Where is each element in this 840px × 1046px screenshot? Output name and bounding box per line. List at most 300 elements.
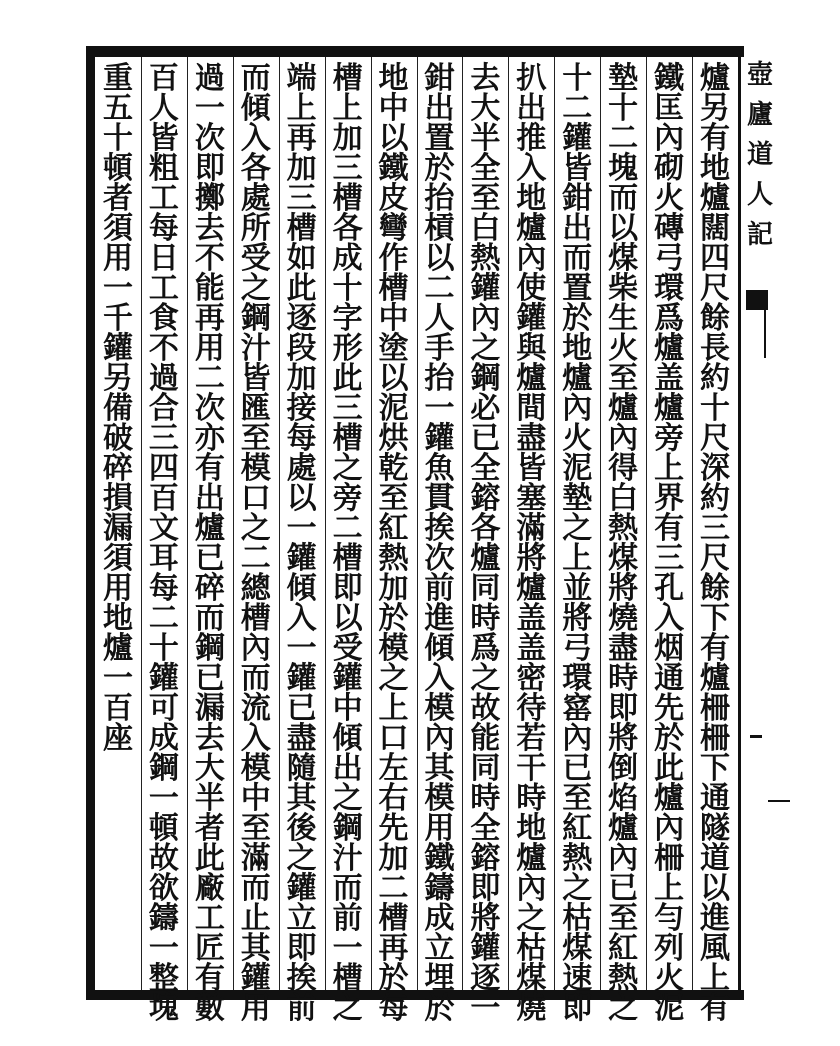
text-char: 鑄 (424, 871, 455, 906)
text-char: 弓 (562, 631, 593, 666)
text-char: 將 (470, 901, 501, 936)
column-rule (646, 57, 647, 990)
text-char: 之 (562, 511, 593, 546)
text-char: 之 (470, 331, 501, 366)
text-char: 全 (470, 811, 501, 846)
text-char: 至 (608, 901, 639, 936)
text-char: 流 (240, 691, 271, 726)
text-char: 加 (286, 361, 317, 396)
text-char: 出 (194, 481, 225, 516)
text-char: 可 (148, 691, 179, 726)
column-rule (417, 57, 418, 990)
text-char: 二 (608, 121, 639, 156)
text-char: 端 (286, 61, 317, 96)
text-char: 鑵 (516, 301, 547, 336)
text-column (190, 61, 230, 1026)
text-char: 上 (562, 541, 593, 576)
text-char: 模 (424, 781, 455, 816)
text-char: 槽 (240, 601, 271, 636)
text-char: 火 (654, 181, 685, 216)
text-char: 皆 (240, 361, 271, 396)
text-char: 皮 (378, 181, 409, 216)
text-char: 而 (608, 181, 639, 216)
text-char: 一 (332, 931, 363, 966)
text-char: 之 (286, 841, 317, 876)
text-char: 柵 (654, 841, 685, 876)
column-rule (371, 57, 372, 990)
text-char: 鑵 (332, 661, 363, 696)
text-char: 時 (608, 661, 639, 696)
text-char: 匡 (654, 91, 685, 126)
text-char: 於 (378, 961, 409, 996)
text-char: 欲 (148, 871, 179, 906)
text-column (649, 61, 689, 1026)
text-char: 枯 (562, 901, 593, 936)
text-char: 墊 (608, 61, 639, 96)
text-char: 十 (148, 631, 179, 666)
text-char: 出 (562, 211, 593, 246)
text-column (282, 61, 322, 1026)
text-char: 二 (424, 271, 455, 306)
text-char: 至 (562, 781, 593, 816)
text-char: 滿 (240, 841, 271, 876)
text-char: 勻 (654, 901, 685, 936)
column-rule (187, 57, 188, 990)
text-char: 上 (700, 961, 731, 996)
text-char: 工 (194, 901, 225, 936)
text-char: 過 (148, 361, 179, 396)
text-char: 入 (286, 601, 317, 636)
text-char: 此 (194, 841, 225, 876)
text-char: 於 (424, 151, 455, 186)
text-char: 燒 (516, 991, 547, 1026)
text-char: 一 (102, 271, 133, 306)
text-char: 五 (102, 91, 133, 126)
text-char: 用 (194, 331, 225, 366)
text-column (374, 61, 414, 1026)
text-char: 鑵 (148, 661, 179, 696)
text-char: 而 (332, 871, 363, 906)
text-char: 上 (654, 451, 685, 486)
text-char: 上 (378, 691, 409, 726)
text-char: 鋼 (470, 361, 501, 396)
text-char: 已 (470, 421, 501, 456)
text-char: 不 (194, 241, 225, 276)
text-char: 接 (286, 391, 317, 426)
text-char: 同 (470, 571, 501, 606)
text-char: 工 (148, 181, 179, 216)
text-char: 槽 (378, 271, 409, 306)
text-char: 粗 (148, 151, 179, 186)
text-char: 泥 (562, 451, 593, 486)
text-char: 塊 (608, 151, 639, 186)
text-char: 干 (516, 751, 547, 786)
text-char: 用 (102, 241, 133, 276)
text-char: 有 (654, 511, 685, 546)
text-char: 於 (654, 721, 685, 756)
text-char: 後 (286, 811, 317, 846)
text-char: 餘 (700, 301, 731, 336)
text-char: 碎 (194, 571, 225, 606)
text-char: 匠 (194, 931, 225, 966)
text-char: 進 (700, 901, 731, 936)
text-char: 二 (378, 871, 409, 906)
text-char: 泥 (378, 391, 409, 426)
text-char: 鑄 (148, 901, 179, 936)
text-char: 三 (332, 391, 363, 426)
text-char: 已 (608, 871, 639, 906)
text-char: 即 (194, 151, 225, 186)
text-char: 各 (470, 511, 501, 546)
text-char: 煤 (562, 931, 593, 966)
text-char: 頓 (102, 151, 133, 186)
text-char: 各 (240, 151, 271, 186)
text-char: 損 (102, 481, 133, 516)
text-char: 泥 (654, 991, 685, 1026)
text-char: 爐 (654, 781, 685, 816)
text-char: 數 (194, 991, 225, 1026)
text-char: 通 (700, 781, 731, 816)
text-char: 中 (332, 691, 363, 726)
text-char: 煤 (608, 241, 639, 276)
text-char: 爐 (470, 541, 501, 576)
text-char: 爐 (516, 211, 547, 246)
text-char: 內 (562, 721, 593, 756)
text-char: 者 (102, 181, 133, 216)
text-char: 爐 (608, 391, 639, 426)
text-char: 鐵 (378, 151, 409, 186)
column-rule (462, 57, 463, 990)
text-char: 立 (286, 901, 317, 936)
text-char: 以 (608, 211, 639, 246)
text-char: 十 (700, 391, 731, 426)
text-char: 百 (148, 61, 179, 96)
text-char: 三 (148, 421, 179, 456)
text-char: 隨 (286, 751, 317, 786)
text-char: 此 (654, 751, 685, 786)
text-char: 熱 (378, 541, 409, 576)
text-char: 盡 (516, 421, 547, 456)
text-char: 若 (516, 721, 547, 756)
text-char: 鑵 (286, 661, 317, 696)
text-char: 內 (516, 241, 547, 276)
text-char: 字 (332, 301, 363, 336)
text-char: 有 (194, 961, 225, 996)
text-char: 漏 (194, 691, 225, 726)
text-char: 模 (378, 631, 409, 666)
text-char: 時 (470, 781, 501, 816)
text-char: 入 (424, 661, 455, 696)
text-char: 食 (148, 301, 179, 336)
text-char: 鑵 (286, 541, 317, 576)
text-char: 處 (286, 451, 317, 486)
text-char: 段 (286, 331, 317, 366)
frame-top-border (88, 46, 744, 57)
text-char: 內 (654, 811, 685, 846)
text-char: 與 (516, 331, 547, 366)
margin-line (764, 300, 766, 358)
text-char: 地 (378, 61, 409, 96)
text-char: 深 (700, 451, 731, 486)
text-char: 火 (608, 331, 639, 366)
text-char: 已 (562, 751, 593, 786)
column-rule (325, 57, 326, 990)
text-char: 口 (378, 721, 409, 756)
text-char: 每 (286, 421, 317, 456)
text-char: 受 (332, 631, 363, 666)
text-char: 長 (700, 331, 731, 366)
text-char: 四 (148, 451, 179, 486)
text-char: 破 (102, 421, 133, 456)
text-char: 鑵 (562, 121, 593, 156)
text-char: 一 (148, 781, 179, 816)
text-char: 三 (286, 181, 317, 216)
text-char: 右 (378, 781, 409, 816)
text-char: 人 (424, 301, 455, 336)
text-char: 環 (654, 271, 685, 306)
text-char: 以 (424, 241, 455, 276)
text-char: 逐 (286, 301, 317, 336)
text-char: 盖 (516, 601, 547, 636)
text-char: 耳 (148, 541, 179, 576)
text-char: 墊 (562, 481, 593, 516)
text-char: 汁 (240, 331, 271, 366)
text-char: 有 (700, 631, 731, 666)
text-char: 盖 (654, 361, 685, 396)
text-char: 爐 (700, 61, 731, 96)
text-char: 下 (700, 751, 731, 786)
text-char: 塗 (378, 331, 409, 366)
text-char: 爐 (194, 511, 225, 546)
text-char: 爐 (516, 361, 547, 396)
text-char: 廠 (194, 871, 225, 906)
side-title-char: 道 (747, 140, 774, 170)
text-char: 使 (516, 271, 547, 306)
text-char: 有 (700, 991, 731, 1026)
text-char: 塊 (148, 991, 179, 1026)
text-char: 十 (562, 61, 593, 96)
text-char: 以 (332, 601, 363, 636)
text-char: 一 (286, 631, 317, 666)
text-char: 窰 (562, 691, 593, 726)
text-char: 能 (194, 271, 225, 306)
side-title-char: 壺 (747, 60, 774, 90)
text-char: 去 (194, 721, 225, 756)
text-char: 鉗 (424, 61, 455, 96)
text-char: 爐 (102, 631, 133, 666)
text-char: 鉗 (562, 181, 593, 216)
text-char: 鋼 (194, 631, 225, 666)
text-char: 待 (516, 691, 547, 726)
text-char: 一 (102, 661, 133, 696)
text-char: 而 (240, 661, 271, 696)
text-char: 之 (562, 871, 593, 906)
text-char: 間 (516, 391, 547, 426)
text-char: 入 (240, 721, 271, 756)
text-char: 熱 (608, 961, 639, 996)
text-char: 即 (332, 571, 363, 606)
text-char: 用 (424, 811, 455, 846)
text-char: 彎 (378, 211, 409, 246)
column-rule (600, 57, 601, 990)
text-char: 左 (378, 751, 409, 786)
text-char: 槽 (332, 961, 363, 996)
text-char: 以 (378, 121, 409, 156)
side-title-char: 記 (747, 220, 774, 250)
text-char: 上 (332, 91, 363, 126)
text-char: 鋼 (148, 751, 179, 786)
text-char: 將 (516, 541, 547, 576)
text-char: 紅 (562, 811, 593, 846)
text-char: 內 (516, 871, 547, 906)
text-char: 入 (654, 601, 685, 636)
text-column (511, 61, 551, 1026)
text-column (236, 61, 276, 1026)
text-column (557, 61, 597, 1026)
text-char: 加 (332, 121, 363, 156)
text-char: 大 (194, 751, 225, 786)
column-rule (233, 57, 234, 990)
text-char: 重 (102, 61, 133, 96)
side-title-char: 人 (747, 180, 774, 210)
text-char: 之 (240, 511, 271, 546)
text-char: 熱 (608, 511, 639, 546)
text-char: 盡 (286, 721, 317, 756)
text-char: 槽 (332, 61, 363, 96)
text-char: 每 (148, 211, 179, 246)
text-char: 柴 (608, 271, 639, 306)
text-char: 座 (102, 721, 133, 756)
text-char: 地 (562, 331, 593, 366)
text-char: 鑵 (424, 421, 455, 456)
text-column (465, 61, 505, 1026)
text-column (603, 61, 643, 1026)
text-char: 於 (562, 301, 593, 336)
text-char: 以 (700, 871, 731, 906)
text-char: 如 (286, 241, 317, 276)
text-char: 先 (654, 691, 685, 726)
text-char: 闊 (700, 211, 731, 246)
text-char: 加 (378, 841, 409, 876)
text-char: 千 (102, 301, 133, 336)
text-char: 此 (332, 361, 363, 396)
text-char: 乾 (378, 451, 409, 486)
text-char: 其 (424, 751, 455, 786)
text-char: 上 (654, 871, 685, 906)
text-char: 置 (424, 121, 455, 156)
text-char: 有 (194, 451, 225, 486)
text-char: 時 (516, 781, 547, 816)
text-char: 合 (148, 391, 179, 426)
text-char: 鐵 (654, 61, 685, 96)
text-char: 其 (240, 931, 271, 966)
text-char: 而 (240, 871, 271, 906)
text-char: 鑵 (240, 961, 271, 996)
text-char: 白 (608, 481, 639, 516)
text-char: 以 (286, 481, 317, 516)
text-char: 至 (240, 811, 271, 846)
text-char: 之 (516, 901, 547, 936)
text-char: 有 (700, 121, 731, 156)
text-char: 人 (148, 91, 179, 126)
text-char: 速 (562, 961, 593, 996)
text-char: 出 (332, 751, 363, 786)
text-char: 日 (148, 241, 179, 276)
text-char: 之 (332, 991, 363, 1026)
text-char: 上 (286, 91, 317, 126)
text-char: 地 (102, 601, 133, 636)
text-char: 同 (470, 751, 501, 786)
text-char: 能 (470, 721, 501, 756)
text-char: 地 (700, 151, 731, 186)
text-char: 次 (194, 121, 225, 156)
text-char: 鋼 (240, 301, 271, 336)
text-char: 所 (240, 211, 271, 246)
text-char: 每 (378, 991, 409, 1026)
text-char: 而 (194, 601, 225, 636)
text-char: 以 (378, 361, 409, 396)
text-char: 地 (516, 811, 547, 846)
text-char: 皆 (562, 151, 593, 186)
text-char: 每 (148, 571, 179, 606)
text-char: 須 (102, 211, 133, 246)
text-char: 鋼 (332, 811, 363, 846)
text-char: 工 (148, 271, 179, 306)
text-char: 煤 (516, 961, 547, 996)
text-char: 將 (608, 571, 639, 606)
text-char: 各 (332, 211, 363, 246)
text-char: 倒 (608, 751, 639, 786)
side-title-char: 廬 (747, 100, 774, 130)
text-char: 必 (470, 391, 501, 426)
text-char: 處 (240, 181, 271, 216)
text-char: 魚 (424, 451, 455, 486)
text-char: 去 (194, 211, 225, 246)
text-char: 時 (470, 601, 501, 636)
text-char: 故 (470, 691, 501, 726)
text-char: 燒 (608, 601, 639, 636)
text-char: 已 (194, 661, 225, 696)
text-char: 傾 (240, 91, 271, 126)
text-char: 者 (194, 811, 225, 846)
text-char: 百 (148, 481, 179, 516)
column-rule (692, 57, 693, 990)
text-char: 白 (470, 211, 501, 246)
text-char: 即 (608, 691, 639, 726)
text-char: 環 (562, 661, 593, 696)
text-char: 止 (240, 901, 271, 936)
text-char: 爐 (516, 841, 547, 876)
text-char: 其 (286, 781, 317, 816)
text-char: 鑵 (470, 931, 501, 966)
text-char: 全 (470, 151, 501, 186)
text-char: 中 (378, 91, 409, 126)
text-char: 一 (148, 931, 179, 966)
text-char: 內 (424, 721, 455, 756)
text-char: 亦 (194, 421, 225, 456)
text-char: 總 (240, 571, 271, 606)
text-char: 模 (240, 751, 271, 786)
text-char: 成 (424, 901, 455, 936)
text-char: 中 (378, 301, 409, 336)
text-char: 爐 (654, 391, 685, 426)
text-column (144, 61, 184, 1026)
text-char: 入 (240, 121, 271, 156)
text-char: 挨 (286, 961, 317, 996)
frame-bottom-border (88, 990, 744, 1000)
text-char: 之 (470, 661, 501, 696)
text-char: 紅 (608, 931, 639, 966)
